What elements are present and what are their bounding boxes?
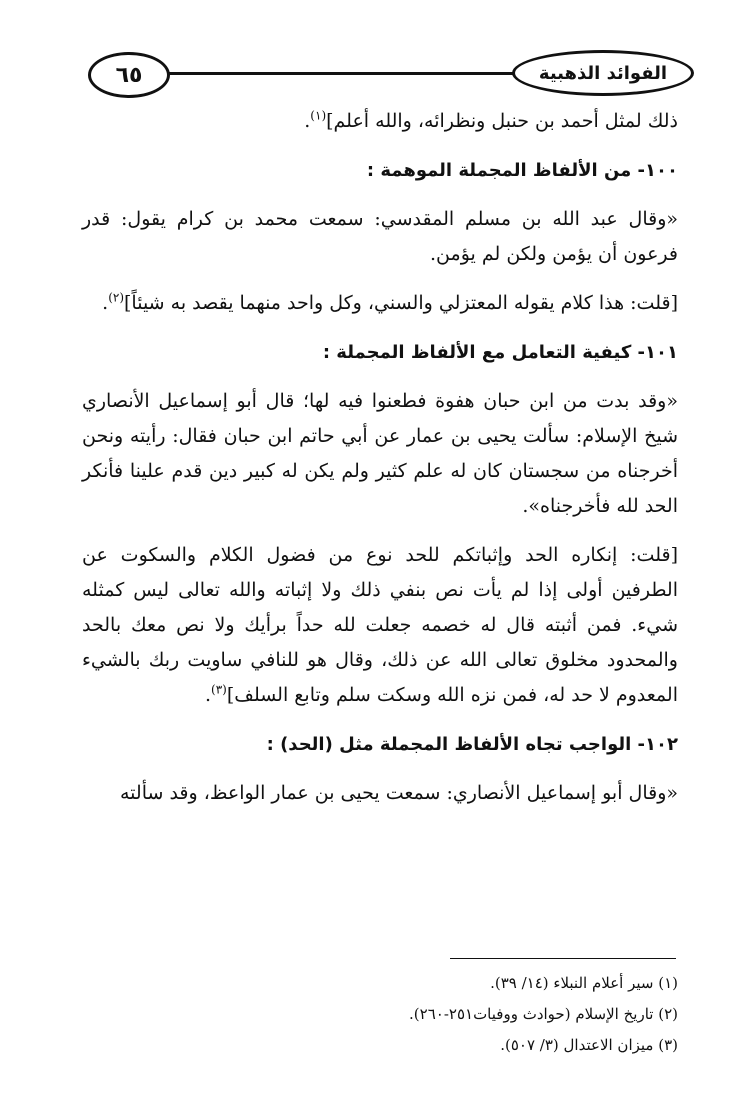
paragraph: [قلت: هذا كلام يقوله المعتزلي والسني، وكل واحد منهما يقصد به شيئاً]$^{(٢)}$. xyxy=(102,290,678,314)
intro-paragraph: ذلك لمثل أحمد بن حنبل ونظرائه، والله أعلم]$^{(١)}$. xyxy=(304,108,678,132)
section-heading: ١٠١- كيفية التعامل مع الألفاظ المجملة : xyxy=(322,342,678,363)
section-heading: ١٠٢- الواجب تجاه الألفاظ المجملة مثل (الحد) : xyxy=(266,734,678,755)
paragraph: «وقال عبد الله بن مسلم المقدسي: سمعت محمد بن كرام يقول: قدر فرعون أن يؤمن ولكن لم يؤمن. xyxy=(82,208,678,265)
paragraph: «وقد بدت من ابن حبان هفوة فطعنوا فيه لها؛ قال أبو إسماعيل الأنصاري شيخ الإسلام: سألت يحيى بن عمار عن أبي حاتم ابن حبان فقال: رأيته ونحن أخرجناه من سجستان كان له علم كثير ولم يكن له كبير دين قدم علينا فأنكر الحد لله فأخرجناه». xyxy=(82,390,678,517)
header-rule xyxy=(120,72,550,75)
footnote-ref: (٢) xyxy=(108,290,125,305)
main-text xyxy=(82,104,678,825)
footnote: (٣) ميزان الاعتدال (٣/ ٥٠٧). xyxy=(500,1036,678,1054)
page-number: ٦٥ xyxy=(88,52,170,98)
footnote-ref: (٣) xyxy=(211,682,227,697)
footnotes xyxy=(82,968,678,1061)
footnote: (١) سير أعلام النبلاء (١٤/ ٣٩). xyxy=(490,974,678,992)
footnote-separator xyxy=(450,958,676,959)
page-header xyxy=(0,0,753,110)
book-title: الفوائد الذهبية xyxy=(512,50,694,96)
section-heading: ١٠٠- من الألفاظ المجملة الموهمة : xyxy=(366,160,678,181)
footnote: (٢) تاريخ الإسلام (حوادث ووفيات٢٥١-٢٦٠). xyxy=(409,1005,678,1023)
footnote-ref: (١) xyxy=(310,108,327,123)
paragraph: [قلت: إنكاره الحد وإثباتكم للحد نوع من فضول الكلام والسكوت عن الطرفين أولى إذا لم يأت نص بنفي ذلك ولا إثباته والله تعالى ليس كمثله شيء. فمن أثبته قال له خصمه جعلت لله حداً برأيك ولا نص معك بالحد والمحدود مخلوق تعالى الله عن ذلك، وقال هو للنافي ساويت ربك بالشيء المعدوم لا حد له، فمن نزه الله وسكت سلم وتابع السلف]$^{(٣)}$. xyxy=(82,544,678,706)
paragraph: «وقال أبو إسماعيل الأنصاري: سمعت يحيى بن عمار الواعظ، وقد سألته xyxy=(119,782,678,804)
